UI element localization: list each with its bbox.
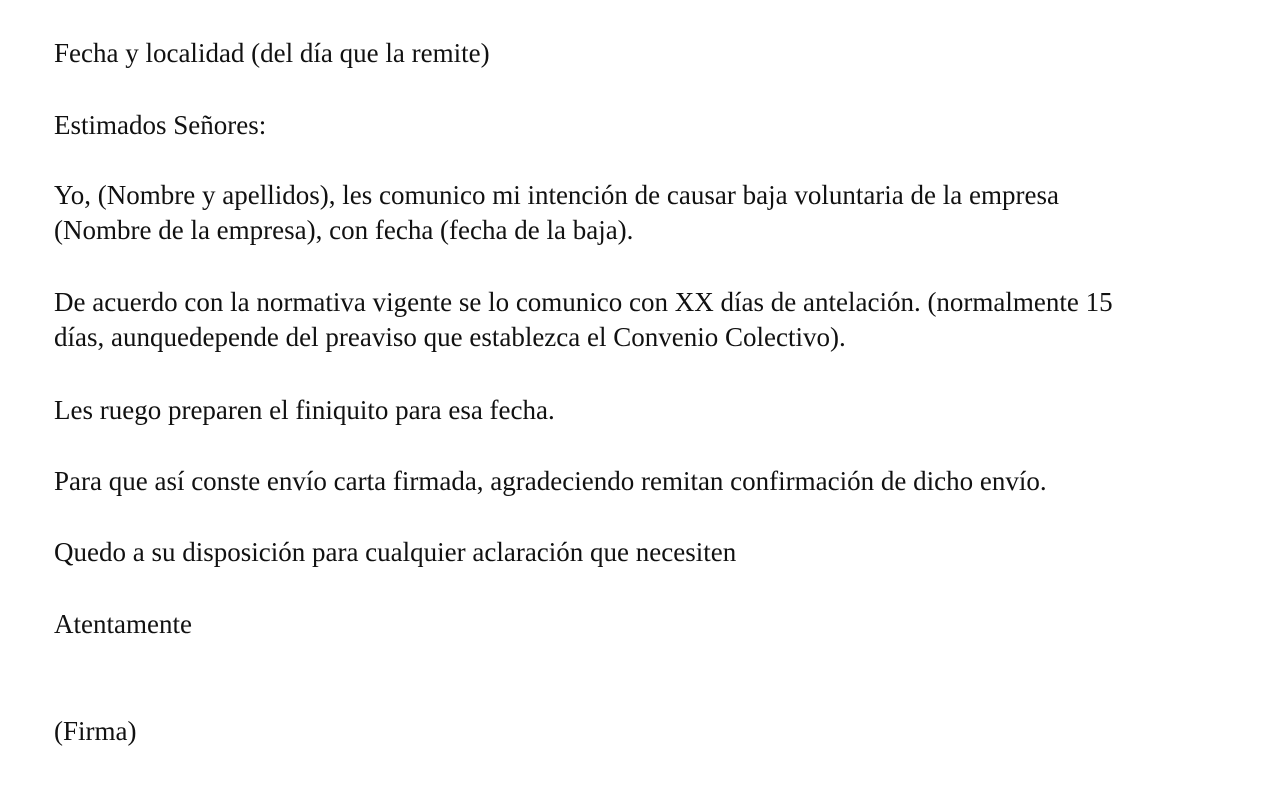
paragraph-resignation-line-1: Yo, (Nombre y apellidos), les comunico mi intención de causar baja voluntaria de la empresa: [54, 180, 1059, 210]
paragraph-settlement: Les ruego preparen el finiquito para esa fecha.: [54, 395, 555, 425]
date-line: Fecha y localidad (del día que la remite): [54, 38, 490, 68]
paragraph-notice: [54, 285, 1244, 355]
paragraph-resignation-line-2: (Nombre de la empresa), con fecha (fecha de la baja).: [54, 215, 634, 245]
paragraph-confirmation: Para que así conste envío carta firmada, agradeciendo remitan confirmación de dicho envío.: [54, 466, 1047, 496]
paragraph-notice-line-1: De acuerdo con la normativa vigente se lo comunico con XX días de antelación. (normalmente 15: [54, 287, 1113, 317]
paragraph-resignation: [54, 178, 1244, 248]
paragraph-notice-line-2: días, aunquedepende del preaviso que establezca el Convenio Colectivo).: [54, 322, 846, 352]
paragraph-availability: Quedo a su disposición para cualquier aclaración que necesiten: [54, 537, 737, 567]
signature-placeholder: (Firma): [54, 716, 137, 746]
salutation: Estimados Señores:: [54, 110, 267, 140]
closing: Atentamente: [54, 609, 192, 639]
